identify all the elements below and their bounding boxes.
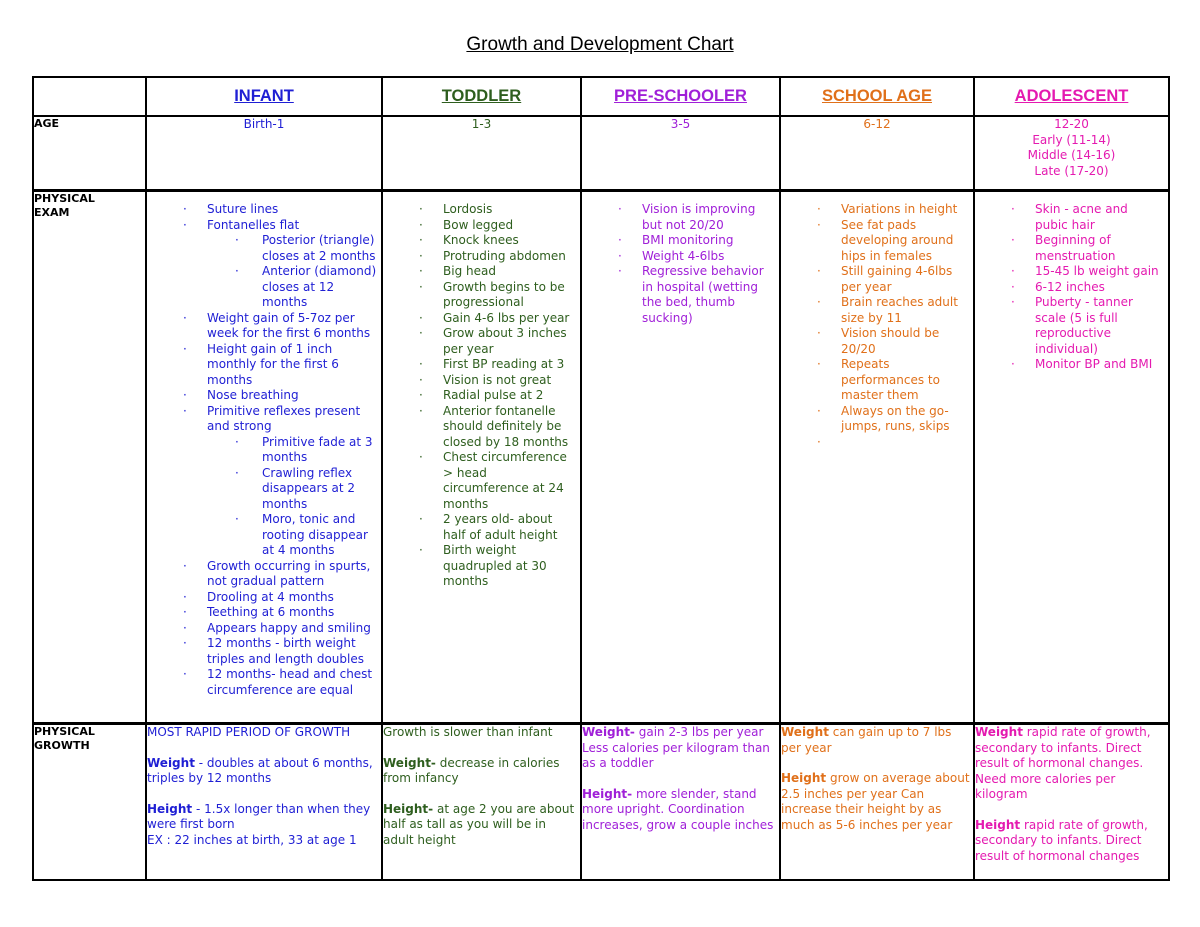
sub-list-item: · Posterior (triangle) closes at 2 months xyxy=(207,233,377,264)
row-label-growth xyxy=(33,724,146,881)
growth-school-age-height xyxy=(781,771,973,833)
growth-toddler-height xyxy=(383,802,580,849)
age-toddler: 1-3 xyxy=(382,116,581,191)
growth-chart-table xyxy=(32,76,1170,881)
height-label: Height- xyxy=(383,801,434,816)
growth-adolescent xyxy=(974,724,1169,881)
weight-text: can gain up to 7 lbs per year xyxy=(781,725,952,755)
list-item: · Height gain of 1 inch monthly for the first 6 months xyxy=(147,342,377,389)
growth-preschooler-height xyxy=(582,787,779,834)
growth-adolescent-height xyxy=(975,818,1168,865)
list-item: · Skin - acne and pubic hair xyxy=(975,202,1164,233)
list-item: · Big head xyxy=(383,264,576,280)
growth-preschooler xyxy=(581,724,780,881)
sub-list-item: · Primitive fade at 3 months xyxy=(207,435,377,466)
age-school-age: 6-12 xyxy=(780,116,974,191)
age-row xyxy=(33,116,1169,191)
list-item: · 12 months - birth weight triples and length doubles xyxy=(147,636,377,667)
weight-text: - doubles at about 6 months, triples by 12 months xyxy=(147,755,373,785)
page-title: Growth and Development Chart xyxy=(466,34,734,55)
list-item: · Weight 4-6lbs xyxy=(582,249,775,265)
age-adolescent-middle: Middle (14-16) xyxy=(1027,148,1116,162)
height-label: Height- xyxy=(582,786,633,801)
height-text: more slender, stand more upright. Coordination increases, grow a couple inches xyxy=(582,786,774,832)
list-item: · 15-45 lb weight gain xyxy=(975,264,1164,280)
list-item: · Teething at 6 months xyxy=(147,605,377,621)
list-item: · 2 years old- about half of adult height xyxy=(383,512,576,543)
list-item: · Weight gain of 5-7oz per week for the first 6 months xyxy=(147,311,377,342)
weight-label: Weight- xyxy=(383,755,436,770)
list-item: · Anterior fontanelle should definitely be closed by 18 months xyxy=(383,404,576,451)
physical-exam-row xyxy=(33,191,1169,724)
weight-label: Weight- xyxy=(582,725,635,739)
list-item: · Repeats performances to master them xyxy=(781,357,969,404)
list-item: · Puberty - tanner scale (5 is full reproductive individual) xyxy=(975,295,1164,357)
weight-text: decrease in calories from infancy xyxy=(383,755,560,785)
height-label: Height xyxy=(975,817,1021,832)
list-item: · Knock knees xyxy=(383,233,576,249)
list-item: · 12 months- head and chest circumference are equal xyxy=(147,667,377,698)
age-preschooler: 3-5 xyxy=(581,116,780,191)
list-item: · Drooling at 4 months xyxy=(147,590,377,606)
list-item: · Always on the go- jumps, runs, skips xyxy=(781,404,969,435)
header-preschooler: PRE-SCHOOLER xyxy=(581,77,780,116)
weight-label: Weight xyxy=(781,725,829,739)
growth-infant-example: EX : 22 inches at birth, 33 at age 1 xyxy=(147,832,357,847)
exam-adolescent xyxy=(974,191,1169,724)
row-label-age: AGE xyxy=(33,116,146,191)
height-text: rapid rate of growth, secondary to infants. Direct result of hormonal changes xyxy=(975,817,1148,863)
height-text: grow on average about 2.5 inches per year Can increase their height by as much as 5-6 inches per year xyxy=(781,771,970,832)
exam-preschooler xyxy=(581,191,780,724)
height-label: Height xyxy=(781,771,827,785)
weight-label: Weight xyxy=(975,725,1023,739)
list-item xyxy=(147,404,377,559)
age-adolescent-range: 12-20 xyxy=(1054,117,1089,131)
list-item-text: Fontanelles flat xyxy=(207,217,300,232)
list-item: · First BP reading at 3 xyxy=(383,357,576,373)
age-adolescent xyxy=(974,116,1169,191)
list-item: · Brain reaches adult size by 11 xyxy=(781,295,969,326)
age-adolescent-early: Early (11-14) xyxy=(1032,132,1111,147)
list-item xyxy=(147,218,377,311)
list-item: · Gain 4-6 lbs per year xyxy=(383,311,576,327)
row-label-growth-text: PHYSICAL GROWTH xyxy=(34,725,95,752)
list-item: · Chest circumference > head circumference at 24 months xyxy=(383,450,576,512)
height-label: Height xyxy=(147,801,193,816)
growth-infant-intro: MOST RAPID PERIOD OF GROWTH xyxy=(147,725,351,739)
list-item: · Vision is improving but not 20/20 xyxy=(582,202,775,233)
height-text: at age 2 you are about half as tall as you will be in adult height xyxy=(383,801,575,847)
sub-list-item: · Anterior (diamond) closes at 12 months xyxy=(207,264,377,311)
weight-text: rapid rate of growth, secondary to infants. Direct result of hormonal changes. Need more calories per kilogram xyxy=(975,725,1151,801)
row-label-exam xyxy=(33,191,146,724)
exam-toddler xyxy=(382,191,581,724)
growth-infant-weight xyxy=(147,756,381,787)
header-toddler: TODDLER xyxy=(382,77,581,116)
growth-infant xyxy=(146,724,382,881)
list-item: · Appears happy and smiling xyxy=(147,621,377,637)
header-row xyxy=(33,77,1169,116)
header-adolescent: ADOLESCENT xyxy=(974,77,1169,116)
row-label-exam-text: PHYSICAL EXAM xyxy=(34,192,95,219)
growth-toddler-weight xyxy=(383,756,580,787)
list-item: · Bow legged xyxy=(383,218,576,234)
growth-preschooler-weight xyxy=(582,725,779,772)
list-item: · Vision is not great xyxy=(383,373,576,389)
list-item-text: Primitive reflexes present and strong xyxy=(207,403,361,433)
list-item: · Beginning of menstruation xyxy=(975,233,1164,264)
list-item: · Grow about 3 inches per year xyxy=(383,326,576,357)
list-item: · Still gaining 4-6lbs per year xyxy=(781,264,969,295)
list-item: · See fat pads developing around hips in females xyxy=(781,218,969,265)
weight-text: gain 2-3 lbs per year Less calories per kilogram than as a toddler xyxy=(582,725,770,770)
list-item: · Radial pulse at 2 xyxy=(383,388,576,404)
list-item: · Growth begins to be progressional xyxy=(383,280,576,311)
list-item: · 6-12 inches xyxy=(975,280,1164,296)
list-item: · Suture lines xyxy=(147,202,377,218)
list-item: · BMI monitoring xyxy=(582,233,775,249)
list-item: · Birth weight quadrupled at 30 months xyxy=(383,543,576,590)
list-item: · Nose breathing xyxy=(147,388,377,404)
list-item: · Regressive behavior in hospital (wetting the bed, thumb sucking) xyxy=(582,264,775,326)
exam-infant xyxy=(146,191,382,724)
age-adolescent-late: Late (17-20) xyxy=(1034,163,1109,178)
list-item: · Variations in height xyxy=(781,202,969,218)
sub-list-item: · Moro, tonic and rooting disappear at 4 months xyxy=(207,512,377,559)
list-item: · Protruding abdomen xyxy=(383,249,576,265)
growth-toddler xyxy=(382,724,581,881)
weight-label: Weight xyxy=(147,755,195,770)
age-infant: Birth-1 xyxy=(146,116,382,191)
growth-toddler-intro: Growth is slower than infant xyxy=(383,725,553,739)
growth-infant-height xyxy=(147,802,381,833)
list-item: · Lordosis xyxy=(383,202,576,218)
height-text: - 1.5x longer than when they were first born xyxy=(147,801,371,831)
growth-adolescent-weight xyxy=(975,725,1168,803)
growth-school-age-weight xyxy=(781,725,973,756)
physical-growth-row xyxy=(33,724,1169,881)
list-item: · Vision should be 20/20 xyxy=(781,326,969,357)
sub-list-item: · Crawling reflex disappears at 2 months xyxy=(207,466,377,513)
header-blank xyxy=(33,77,146,116)
list-item: · Growth occurring in spurts, not gradual pattern xyxy=(147,559,377,590)
growth-school-age xyxy=(780,724,974,881)
header-infant: INFANT xyxy=(146,77,382,116)
list-item: · Monitor BP and BMI xyxy=(975,357,1164,373)
header-school-age: SCHOOL AGE xyxy=(780,77,974,116)
exam-school-age xyxy=(780,191,974,724)
